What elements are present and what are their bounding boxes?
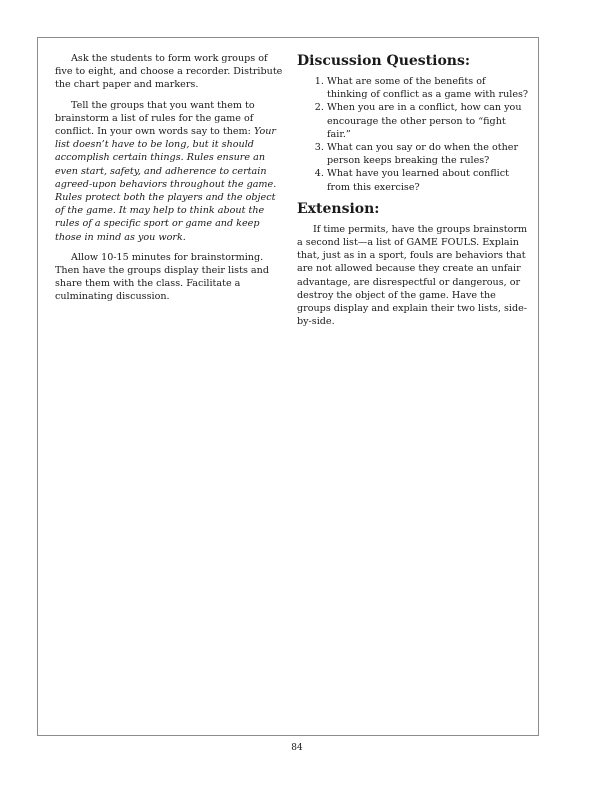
extension-paragraph: If time permits, have the groups brainstorm a second list—a list of GAME FOULS. Explain that, just as in a sport, fouls are behaviors that are not allowed because they create an unfair advantage, are disrespectful or dangerous, or destroy the object of the game. Have the groups display and explain their two lists, side-by-side. [297, 223, 528, 328]
question-item: 4. What have you learned about conflict from this exercise? [327, 167, 529, 193]
instruction-paragraph-2 [55, 99, 283, 244]
instruction-paragraph-1: Ask the students to form work groups of five to eight, and choose a recorder. Distribute the chart paper and markers. [55, 53, 283, 91]
question-item: 2. When you are in a conflict, how can you encourage the other person to “fight fair.” [327, 101, 529, 141]
instruction-paragraph-3: Allow 10-15 minutes for brainstorming. Then have the groups display their lists and share them with the class. Facilitate a culminating discussion. [55, 251, 269, 303]
question-item: 3. What can you say or do when the other person keeps breaking the rules? [327, 141, 529, 167]
instruction-paragraph-2-intro: Tell the groups that you want them to brainstorm a list of rules for the game of conflict. In your own words say to them: [55, 99, 255, 138]
discussion-questions-list [297, 75, 529, 194]
page-frame [37, 37, 539, 736]
page-number: 84 [291, 743, 303, 753]
right-column [297, 52, 529, 328]
question-item: 1. What are some of the benefits of thinking of conflict as a game with rules? [327, 75, 529, 101]
discussion-heading: Discussion Questions: [297, 53, 471, 69]
left-column [55, 52, 283, 311]
extension-heading: Extension: [297, 200, 380, 217]
instruction-paragraph-2-script: Your list doesn’t have to be long, but it should accomplish certain things. Rules ensure an even start, safety, and adherence to certain agreed-upon behaviors throughout the game. Rules protect both the players and the object of the game. It may help to think about the rules of a specific sport or game and keep those in mind as you work. [55, 126, 277, 243]
